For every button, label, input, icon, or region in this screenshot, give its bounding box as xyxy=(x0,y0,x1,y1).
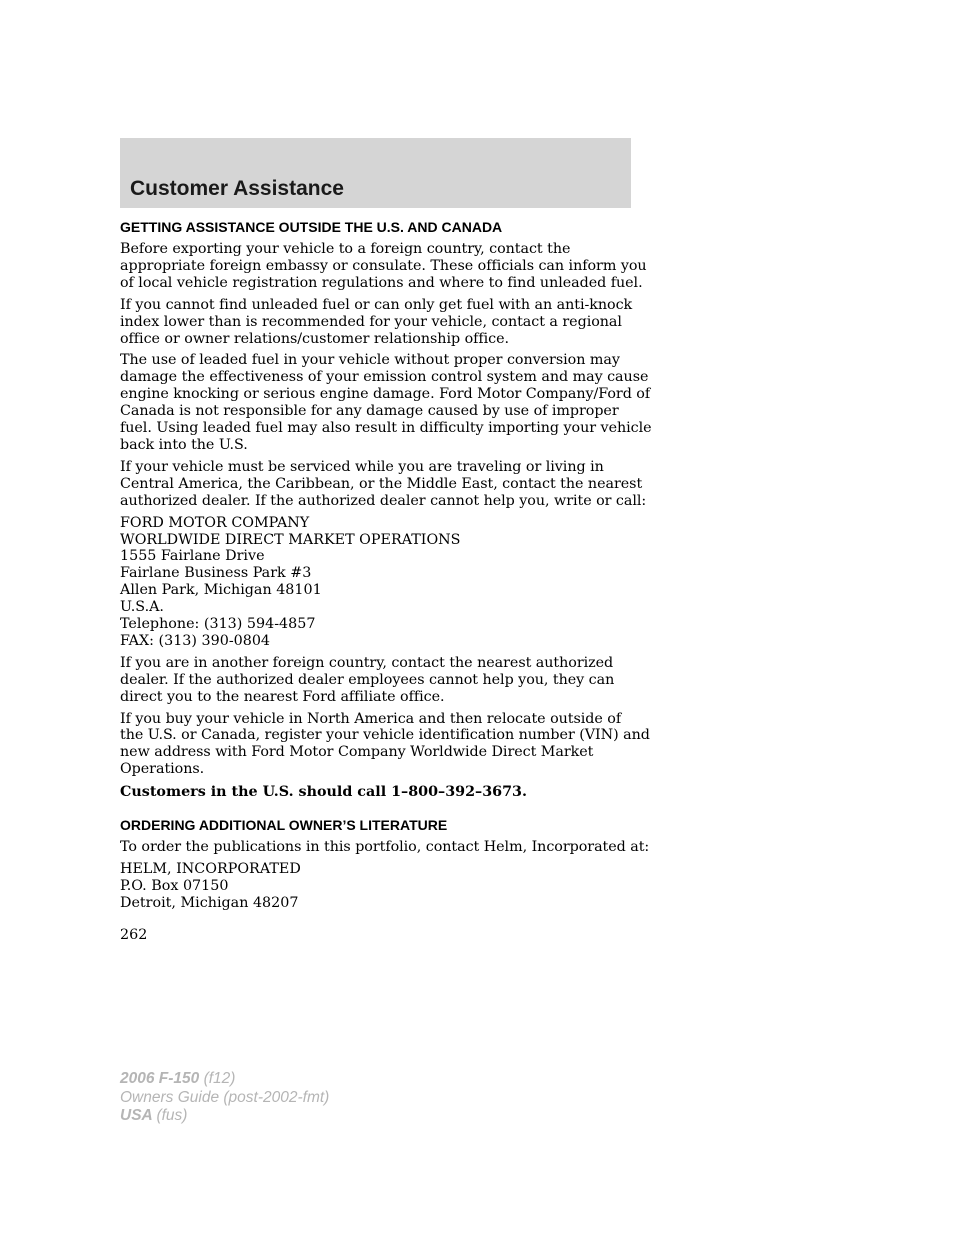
paragraph-servicing-abroad xyxy=(120,458,647,510)
text-line: back into the U.S. xyxy=(120,436,248,453)
text-line: direct you to the nearest Ford affiliate office. xyxy=(120,688,445,705)
text-line: index lower than is recommended for your vehicle, contact a regional xyxy=(120,313,622,330)
ford-address-block xyxy=(120,515,640,650)
page-number: 262 xyxy=(120,926,148,943)
telephone-line: Telephone: (313) 594-4857 xyxy=(120,616,316,633)
text-line: If you buy your vehicle in North America and then relocate outside of xyxy=(120,710,622,727)
heading-assistance-outside: GETTING ASSISTANCE OUTSIDE THE U.S. AND CANADA xyxy=(120,219,503,235)
address-line: HELM, INCORPORATED xyxy=(120,861,301,878)
text-line: Operations. xyxy=(120,761,205,778)
text-line: If you cannot find unleaded fuel or can only get fuel with an anti-knock xyxy=(120,296,633,313)
text-line: The use of leaded fuel in your vehicle without proper conversion may xyxy=(120,352,620,369)
address-line: U.S.A. xyxy=(120,599,164,616)
helm-address-block xyxy=(120,861,640,912)
heading-ordering-literature: ORDERING ADDITIONAL OWNER’S LITERATURE xyxy=(120,817,448,834)
section-title: Customer Assistance xyxy=(130,177,344,200)
paragraph-leaded-fuel xyxy=(120,352,652,453)
document-footer xyxy=(120,1070,329,1126)
footer-line-market xyxy=(120,1107,329,1126)
text-line: appropriate foreign embassy or consulate. These officials can inform you xyxy=(120,257,647,274)
page-content xyxy=(120,216,652,944)
address-line: FORD MOTOR COMPANY xyxy=(120,514,310,531)
footer-market-code: (fus) xyxy=(156,1107,188,1124)
paragraph-order-publications xyxy=(120,839,650,856)
footer-line-guide: Owners Guide (post-2002-fmt) xyxy=(120,1088,330,1106)
paragraph-other-country xyxy=(120,655,640,706)
text-line: of local vehicle registration regulations and where to find unleaded fuel. xyxy=(120,274,643,291)
address-line: Allen Park, Michigan 48101 xyxy=(120,582,322,599)
text-line: authorized dealer. If the authorized dealer cannot help you, write or call: xyxy=(120,492,647,509)
text-line: Before exporting your vehicle to a foreign country, contact the xyxy=(120,241,571,257)
address-line: WORLDWIDE DIRECT MARKET OPERATIONS xyxy=(120,531,461,548)
address-line: 1555 Fairlane Drive xyxy=(120,548,265,565)
section-header-band xyxy=(120,138,631,208)
text-line: To order the publications in this portfolio, contact Helm, Incorporated at: xyxy=(120,839,650,856)
text-line: new address with Ford Motor Company Worldwide Direct Market xyxy=(120,744,594,761)
address-line: Detroit, Michigan 48207 xyxy=(120,894,299,911)
paragraph-relocation xyxy=(120,710,650,779)
footer-model: 2006 F-150 xyxy=(120,1070,204,1087)
text-line: office or owner relations/customer relationship office. xyxy=(120,330,509,347)
text-line: If you are in another foreign country, contact the nearest authorized xyxy=(120,654,614,671)
footer-model-code: (f12) xyxy=(203,1070,236,1087)
footer-line-model xyxy=(120,1070,329,1089)
text-line: the U.S. or Canada, register your vehicle identification number (VIN) and xyxy=(120,727,650,744)
address-line: Fairlane Business Park #3 xyxy=(120,565,312,582)
text-line: fuel. Using leaded fuel may also result in difficulty importing your vehicle xyxy=(120,420,652,437)
text-line: Central America, the Caribbean, or the Middle East, contact the nearest xyxy=(120,475,643,492)
footer-market: USA xyxy=(120,1107,157,1124)
text-line: If your vehicle must be serviced while you are traveling or living in xyxy=(120,458,604,475)
text-line: damage the effectiveness of your emission control system and may cause xyxy=(120,369,649,386)
address-line: P.O. Box 07150 xyxy=(120,878,229,894)
us-customers-phone-note: Customers in the U.S. should call 1–800–392–3673. xyxy=(120,784,527,801)
paragraph-exporting xyxy=(120,241,647,292)
text-line: engine knocking or serious engine damage. Ford Motor Company/Ford of xyxy=(120,386,651,403)
text-line: Canada is not responsible for any damage caused by use of improper xyxy=(120,403,619,420)
paragraph-unleaded-fuel xyxy=(120,297,640,348)
text-line: dealer. If the authorized dealer employees cannot help you, they can xyxy=(120,671,615,688)
fax-line: FAX: (313) 390-0804 xyxy=(120,632,271,649)
